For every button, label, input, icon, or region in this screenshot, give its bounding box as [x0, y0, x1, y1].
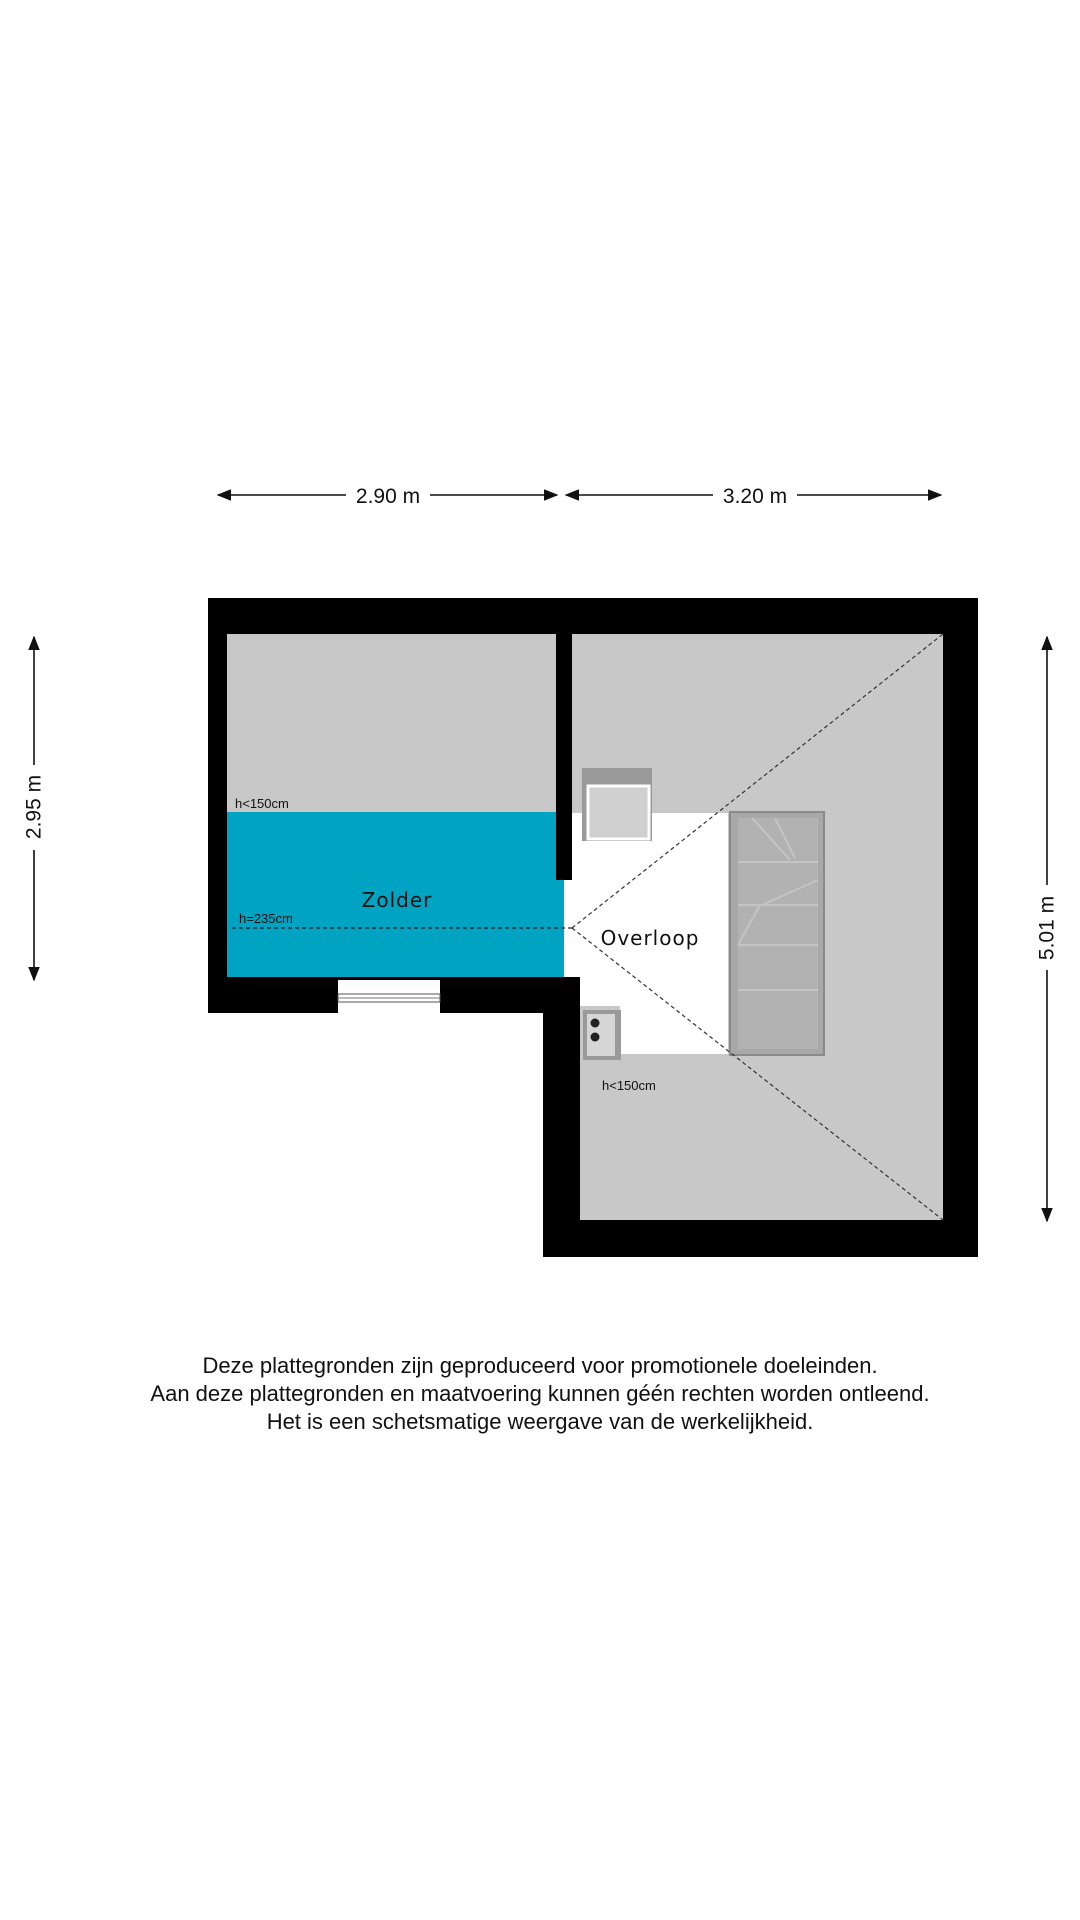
dimension-label-right: 5.01 m [1035, 895, 1059, 961]
disclaimer-line-3: Het is een schetsmatige weergave van de werkelijkheid. [266, 1409, 814, 1434]
boiler-dial-bottom [591, 1033, 600, 1042]
height-label-overloop-low: h<150cm [602, 1078, 656, 1093]
staircase [730, 812, 824, 1055]
room-label-overloop: Overloop [600, 926, 700, 950]
height-label-zolder-low: h<150cm [235, 796, 289, 811]
zolder-floor-low-area [227, 634, 556, 812]
dimension-right [1036, 637, 1059, 1221]
dimension-label-left: 2.95 m [22, 774, 46, 840]
window [338, 980, 440, 1013]
dimension-label-top-right: 3.20 m [722, 485, 788, 508]
roof-hatch [582, 768, 652, 841]
dimension-label-top-left: 2.90 m [355, 485, 421, 508]
boiler-dial-top [591, 1019, 600, 1028]
disclaimer [0, 1352, 1080, 1436]
disclaimer-line-2: Aan deze plattegronden en maatvoering kunnen géén rechten worden ontleend. [150, 1381, 930, 1406]
height-label-zolder-full: h=235cm [239, 911, 293, 926]
dimension-top-right [566, 485, 941, 508]
dimension-top-left [218, 485, 557, 508]
partition-wall [556, 634, 572, 880]
disclaimer-line-1: Deze plattegronden zijn geproduceerd voor promotionele doeleinden. [202, 1353, 878, 1378]
room-label-zolder: Zolder [361, 888, 433, 912]
dimension-left [23, 637, 46, 980]
boiler-unit [583, 1010, 621, 1060]
